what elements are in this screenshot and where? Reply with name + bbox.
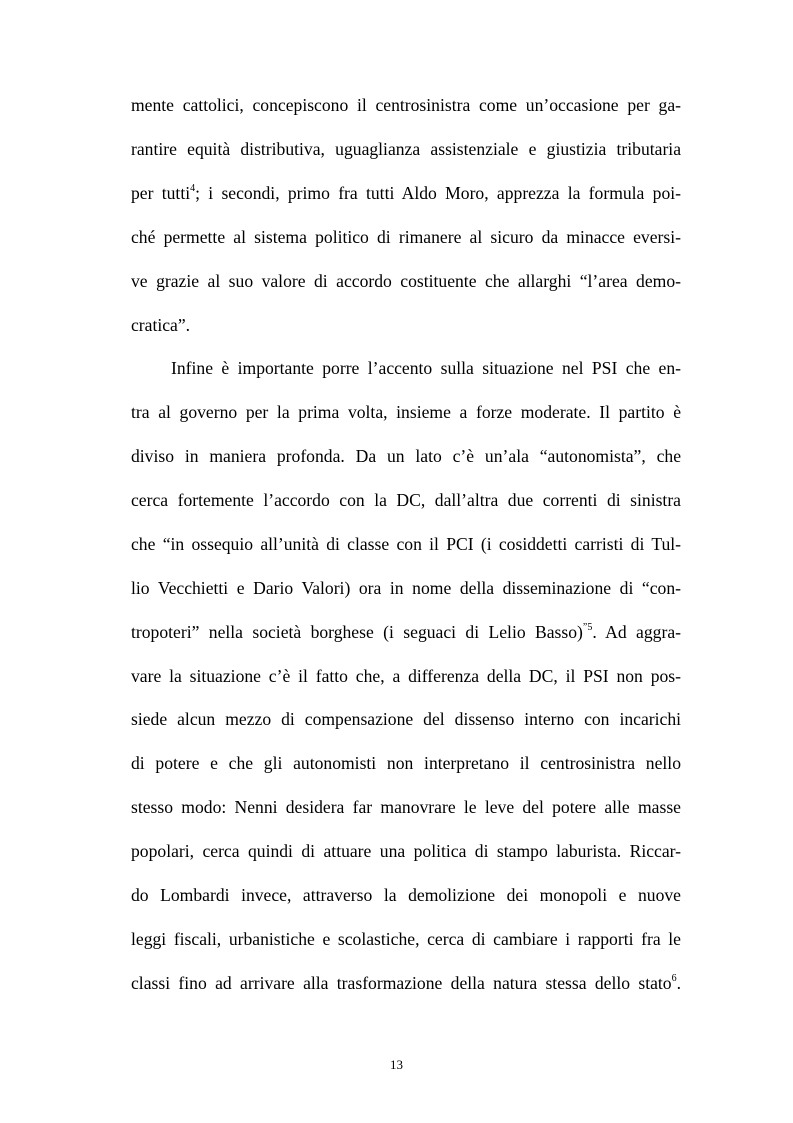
line-text: . [676,973,681,993]
page-number: 13 [390,1057,403,1072]
text-line [131,532,681,556]
text-line [131,883,681,907]
line-text: mente cattolici, concepiscono il centrosinistra come un’occasione per ga- [131,95,681,115]
text-line [131,225,681,249]
line-text: cratica”. [131,315,191,335]
text-line [131,795,681,819]
line-text: tra al governo per la prima volta, insieme a forze moderate. Il partito è [131,402,681,422]
line-text: Infine è importante porre l’accento sulla situazione nel PSI che en- [171,358,681,378]
footnote-ref-6[interactable]: 6 [671,973,677,985]
line-text: stesso modo: Nenni desidera far manovrare le leve del potere alle masse [131,797,681,817]
text-line [131,927,681,951]
text-line [131,839,681,863]
line-text: popolari, cerca quindi di attuare una politica di stampo laburista. Riccar- [131,841,681,861]
line-text: ve grazie al suo valore di accordo costituente che allarghi “l’area demo- [131,271,681,291]
line-text: diviso in maniera profonda. Da un lato c’è un’ala “autonomista”, che [131,446,681,466]
text-line [131,181,681,205]
text-line [131,620,681,644]
line-text: siede alcun mezzo di compensazione del dissenso interno con incarichi [131,709,681,729]
text-line [131,971,681,995]
line-text: per tutti [131,183,191,203]
line-text: leggi fiscali, urbanistiche e scolastiche, cerca di cambiare i rapporti fra le [131,929,681,949]
footnote-ref-4[interactable]: 4 [190,183,196,195]
text-line [131,707,681,731]
text-line [131,488,681,512]
text-line [131,444,681,468]
text-line [131,269,681,293]
line-text: di potere e che gli autonomisti non interpretano il centrosinistra nello [131,753,681,773]
text-line [131,313,681,337]
line-text: rantire equità distributiva, uguaglianza assistenziale e giustizia tributaria [131,139,681,159]
line-text: do Lombardi invece, attraverso la demolizione dei monopoli e nuove [131,885,681,905]
text-line [131,137,681,161]
footnote-ref-5[interactable]: ”5 [582,622,593,634]
line-text: tropoteri” nella società borghese (i seguaci di Lelio Basso) [131,622,583,642]
line-text: lio Vecchietti e Dario Valori) ora in nome della disseminazione di “con- [131,578,681,598]
line-text: . Ad aggra- [592,622,681,642]
text-line [131,664,681,688]
text-line [131,576,681,600]
line-text: cerca fortemente l’accordo con la DC, dall’altra due correnti di sinistra [131,490,681,510]
line-text: ; i secondi, primo fra tutti Aldo Moro, apprezza la formula poi- [195,183,681,203]
line-text: che “in ossequio all’unità di classe con il PCI (i cosiddetti carristi di Tul- [131,534,681,554]
line-text: ché permette al sistema politico di rimanere al sicuro da minacce eversi- [131,227,681,247]
text-line [131,751,681,775]
line-text: vare la situazione c’è il fatto che, a differenza della DC, il PSI non pos- [131,666,681,686]
text-line [171,356,681,380]
text-line [131,400,681,424]
line-text: classi fino ad arrivare alla trasformazione della natura stessa dello stato [131,973,672,993]
text-line [131,93,681,117]
